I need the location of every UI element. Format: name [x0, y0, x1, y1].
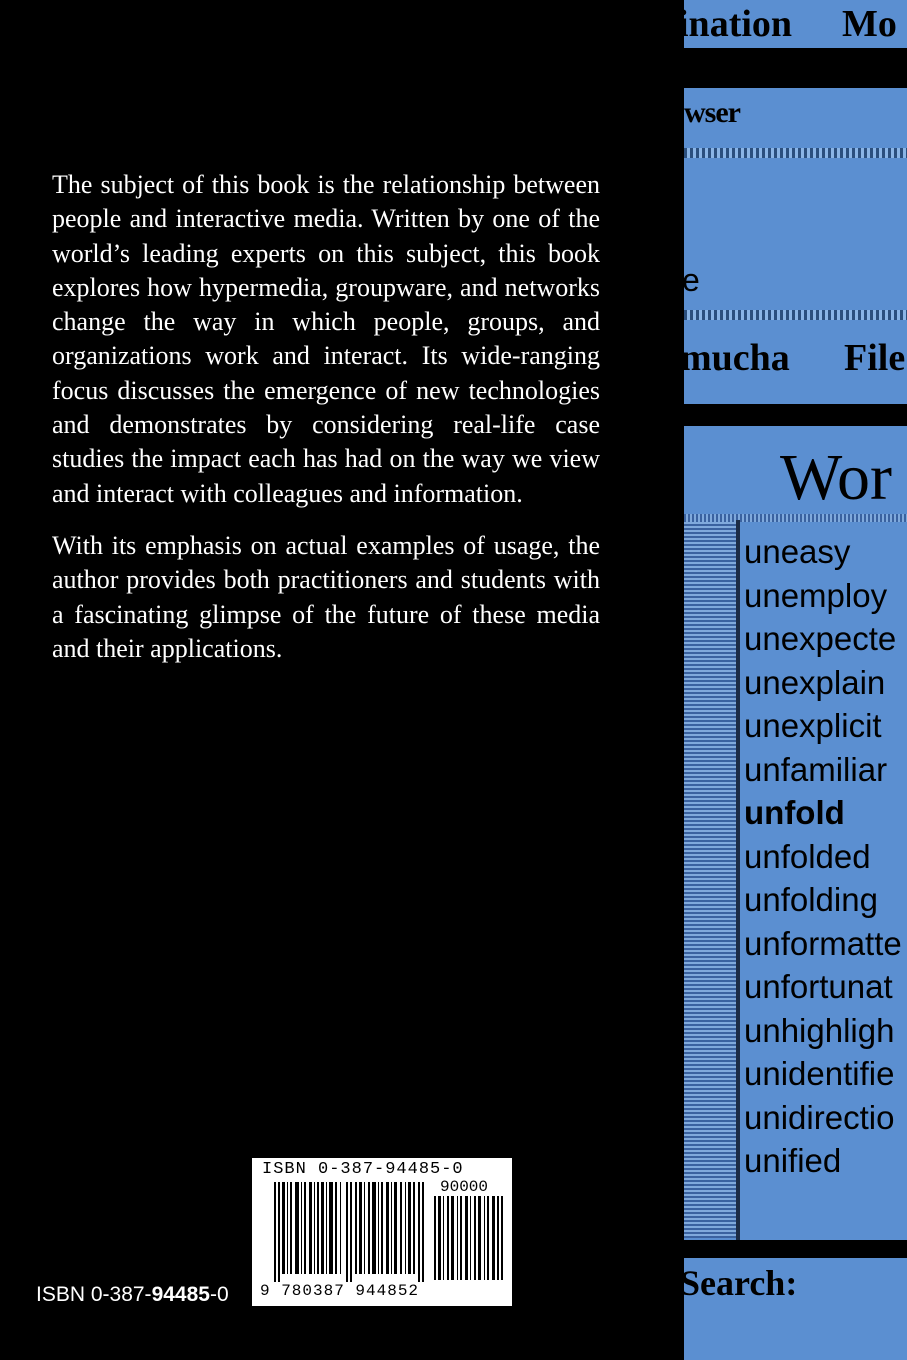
barcode-addon-bars [434, 1196, 504, 1280]
list-divider [736, 520, 740, 1240]
book-blurb [52, 168, 600, 684]
isbn-bold-part: 94485 [151, 1283, 210, 1306]
toolbar-item-left: mucha [680, 337, 790, 379]
list-item: uneasy [744, 533, 851, 570]
dark-band-3 [684, 1240, 907, 1258]
list-item: unfortunat [744, 968, 893, 1005]
barcode [252, 1158, 512, 1306]
title-bar-pattern-2 [684, 310, 907, 320]
barcode-isbn-text: ISBN 0-387-94485-0 [262, 1160, 464, 1179]
list-item: unfolding [744, 881, 878, 918]
list-item: unidentifie [744, 1055, 895, 1092]
title-bar-pattern-1 [684, 148, 907, 158]
barcode-price-code: 90000 [440, 1178, 489, 1196]
list-item: unhighligh [744, 1011, 895, 1049]
blurb-paragraph-1: The subject of this book is the relationship between people and interactive media. Written by one of the world’s leading experts on this subject, this book explores how hypermedia, groupware, and networks change the way in which people, groups, and organizations work and interact. Its wide-ranging focus discusses the emergence of new technologies and demonstrates by considering real-life case studies the impact each has had on the way we view and interact with colleagues and information. [52, 170, 600, 508]
isbn-suffix: -0 [209, 1283, 229, 1306]
dark-band-2 [684, 404, 907, 426]
menu-bar [678, 0, 907, 48]
menu-item-left: ination [678, 3, 793, 45]
window-title: wser [684, 96, 740, 129]
search-label: Search: [680, 1263, 798, 1303]
list-item: unidirectio [744, 1098, 895, 1136]
list-item: unemploy [744, 576, 888, 614]
list-item: unfolded [744, 837, 871, 875]
list-item-selected: unfold [744, 794, 845, 831]
menu-item-right: Mo [842, 3, 897, 45]
list-item: unformatte [744, 924, 902, 962]
isbn-line [36, 1283, 229, 1307]
list-scrollbar [684, 522, 738, 1238]
field-label-e: e [682, 262, 700, 298]
barcode-ean-digits: 9 780387 944852 [260, 1282, 420, 1300]
list-item: unfamiliar [744, 750, 888, 788]
software-screenshot-panel [678, 0, 907, 1360]
blurb-paragraph-2: With its emphasis on actual examples of usage, the author provides both practitioners and students with a fascinating glimpse of the future of these media and their applications. [52, 530, 600, 663]
toolbar-item-file: File [844, 337, 906, 379]
dark-band-1 [684, 48, 907, 88]
list-item: unified [744, 1142, 842, 1179]
word-list [744, 530, 902, 1183]
barcode-main-bars [274, 1182, 424, 1282]
list-item: unexpecte [744, 620, 897, 657]
list-top-pattern [684, 514, 907, 522]
word-list-title: Wor [780, 441, 892, 514]
list-item: unexplain [744, 663, 886, 701]
list-item: unexplicit [744, 707, 882, 744]
isbn-prefix: ISBN 0-387- [36, 1283, 152, 1306]
